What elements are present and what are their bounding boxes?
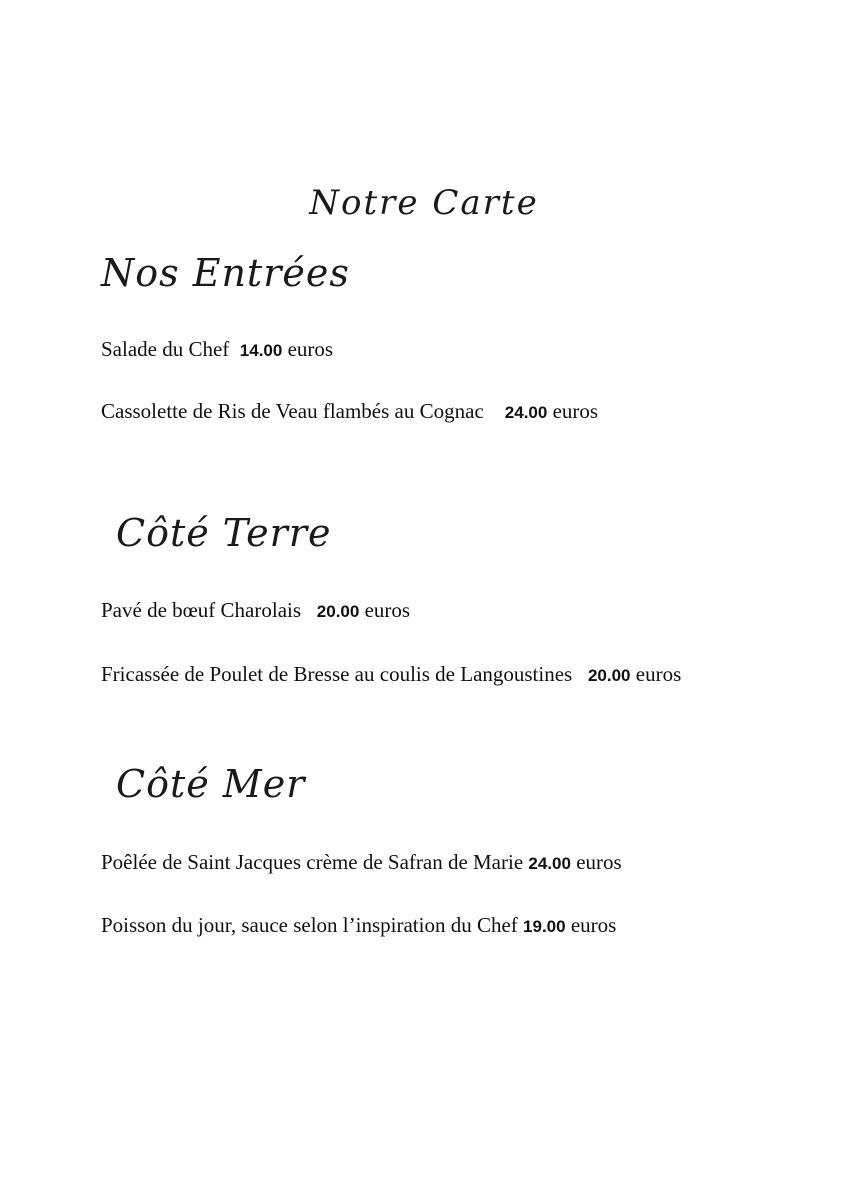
menu-item-name: Salade du Chef [101,337,230,361]
menu-item-currency: euros [635,662,682,686]
menu-item-name: Poisson du jour, sauce selon l’inspiration du Chef [101,913,518,937]
menu-item-currency: euros [570,913,617,937]
menu-item-name: Fricassée de Poulet de Bresse au coulis de Langoustines [101,662,573,686]
menu-item-price: 20.00 [316,602,360,621]
menu-title: Notre Carte [309,183,539,223]
menu-item-currency: euros [364,598,411,622]
menu-item-currency: euros [287,337,334,361]
section-title-terre: Côté Terre [116,511,332,555]
menu-item-price: 24.00 [528,854,571,873]
menu-item-name: Poêlée de Saint Jacques crème de Safran de Marie [101,850,524,874]
menu-item-price: 14.00 [239,341,283,360]
menu-item-currency: euros [576,850,622,874]
menu-item-currency: euros [552,399,599,423]
menu-item [101,399,598,424]
menu-item-name: Cassolette de Ris de Veau flambés au Cognac [101,399,484,423]
section-title-entrees: Nos Entrées [101,251,350,295]
menu-item-price: 20.00 [587,666,631,685]
menu-item [101,662,681,687]
menu-item [101,598,410,623]
menu-item [101,850,622,875]
menu-item [101,337,333,362]
menu-item [101,913,616,938]
menu-item-price: 24.00 [504,403,548,422]
menu-item-name: Pavé de bœuf Charolais [101,598,302,622]
menu-item-price: 19.00 [523,917,566,936]
section-title-mer: Côté Mer [116,762,306,806]
